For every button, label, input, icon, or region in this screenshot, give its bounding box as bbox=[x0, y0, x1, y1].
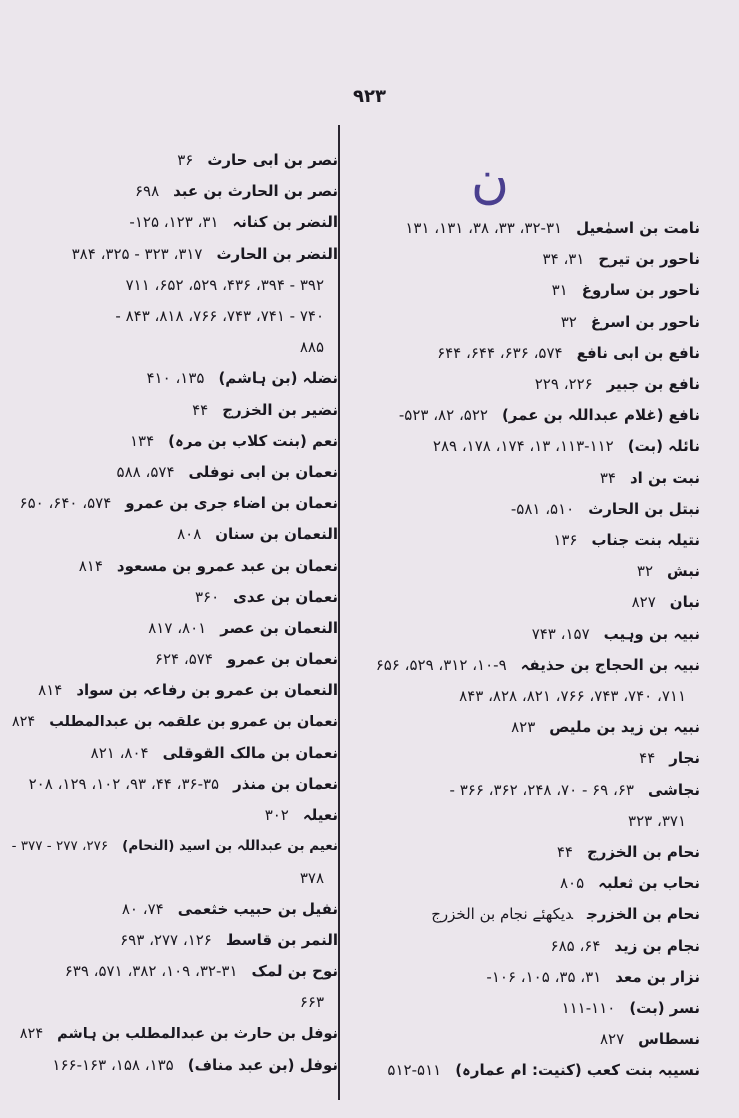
entry-name: نوفل (بن عبد مناف) bbox=[187, 1055, 338, 1074]
column-divider bbox=[338, 125, 340, 1100]
entry-name: نامت بن اسمٰعیل bbox=[576, 219, 700, 237]
entry-pages: ۳۱، ۱۲۳، ۱۲۵- bbox=[129, 213, 219, 232]
entry-pages: ۳۱، ۳۵، ۱۰۵، ۱۰۶- bbox=[486, 967, 602, 986]
entry-pages: ۳۲ bbox=[560, 312, 577, 331]
entry-name: نحاب بن ثعلبہ bbox=[598, 874, 700, 893]
index-entry bbox=[639, 748, 700, 768]
index-entry bbox=[431, 904, 700, 924]
index-entry bbox=[195, 587, 338, 607]
index-entry bbox=[511, 717, 700, 737]
index-entry bbox=[129, 212, 338, 232]
entry-name: نافع بن جبیر bbox=[606, 375, 700, 393]
entry-name: نبیہ بن الحجاج بن حذیفہ bbox=[520, 655, 700, 674]
index-entry bbox=[450, 780, 700, 800]
entry-pages: ۴۴ bbox=[192, 400, 209, 419]
index-entry bbox=[265, 805, 338, 825]
entry-pages: ۳۱-۳۲، ۱۰۹، ۳۸۲، ۵۷۱، ۶۳۹ bbox=[64, 962, 238, 981]
entry-name: نجام بن زید bbox=[614, 936, 700, 955]
entry-pages: ۳۰۲ bbox=[264, 806, 289, 825]
entry-pages: ۲۷۶، ۲۷۷ - ۳۷۷ - bbox=[11, 838, 109, 855]
entry-pages: ۴۴ bbox=[556, 843, 573, 861]
entry-name: نعمان بن منذر bbox=[233, 775, 338, 793]
index-entry bbox=[399, 405, 700, 425]
entry-name: نبتل بن الحارث bbox=[588, 499, 700, 518]
entry-pages: ۸۲۷ bbox=[631, 593, 656, 612]
entry-name: نسر (بت) bbox=[629, 999, 700, 1017]
entry-pages: ۶۳، ۶۹ - ۷۰، ۲۴۸، ۳۶۲، ۳۶۶ - bbox=[449, 780, 634, 799]
index-entry bbox=[130, 431, 338, 451]
entry-name: نحام بن الخزرج bbox=[586, 905, 700, 924]
entry-name: نافع بن ابی نافع bbox=[576, 343, 700, 362]
entry-pages: ۹-۱۰، ۳۱۲، ۵۲۹، ۶۵۶ bbox=[375, 655, 507, 674]
entry-pages: ۱۱۰-۱۱۱ bbox=[561, 999, 616, 1017]
entry-name: النعمان بن عصر bbox=[220, 619, 338, 637]
entry-pages: ۳۶ bbox=[177, 151, 194, 169]
index-entry bbox=[600, 1029, 700, 1049]
entry-pages: ۳۷۸ bbox=[299, 868, 324, 887]
entry-name: ناحور بن ساروغ bbox=[581, 281, 700, 300]
entry-name: نسطاس bbox=[638, 1030, 700, 1049]
entry-pages: ۱۳۵، ۴۱۰ bbox=[146, 369, 205, 388]
entry-name: نصر بن الحارث بن عبد bbox=[173, 182, 338, 201]
index-entry bbox=[65, 961, 338, 981]
entry-pages: ۳۱-۳۲، ۳۳، ۳۸، ۱۳۱، ۱۳۱ bbox=[405, 219, 563, 237]
index-entry bbox=[12, 836, 338, 856]
entry-pages: ۳۹۲ - ۳۹۴، ۴۳۶، ۵۲۹، ۶۵۲، ۷۱۱ bbox=[125, 275, 324, 294]
index-entry bbox=[561, 312, 700, 332]
entry-name: نبیہ بن وہیب bbox=[603, 624, 700, 643]
page-number: ۹۲۳ bbox=[353, 86, 386, 107]
entry-pages: ۸۲۷ bbox=[599, 1030, 625, 1049]
entry-name: نصر بن ابی حارث bbox=[207, 151, 338, 169]
entry-pages: ۸۲۳ bbox=[511, 718, 536, 737]
index-entry bbox=[147, 368, 339, 388]
entry-pages: ۳۵-۳۶، ۴۴، ۹۳، ۱۰۲، ۱۲۹، ۲۰۸ bbox=[28, 775, 220, 793]
entry-name: ناحور بن اسرغ bbox=[590, 312, 700, 331]
entry-name: نحام بن الخزرج bbox=[586, 843, 700, 861]
index-entry bbox=[535, 374, 700, 394]
entry-name: نبیہ بن زید بن ملیص bbox=[549, 718, 700, 737]
entry-pages: ۸۲۴ bbox=[11, 713, 36, 730]
index-entry bbox=[122, 899, 338, 919]
index-entry bbox=[628, 811, 700, 831]
entry-name: نعمان بن عبد عمرو بن مسعود bbox=[116, 556, 338, 575]
index-entry bbox=[637, 561, 700, 581]
entry-pages: ۱۳۶ bbox=[553, 531, 578, 549]
index-entry bbox=[192, 400, 338, 420]
entry-pages: ۸۲۴ bbox=[19, 1025, 44, 1042]
entry-pages: ۳۶۰ bbox=[195, 587, 220, 606]
entry-pages: ۱۳۵، ۱۵۸، ۱۶۳-۱۶۶ bbox=[52, 1055, 174, 1074]
index-entry bbox=[20, 493, 338, 513]
entry-pages: ۵۷۴، ۶۳۶، ۶۴۴، ۶۴۴ bbox=[437, 343, 563, 362]
index-entry bbox=[486, 967, 700, 987]
index-entry bbox=[52, 1055, 338, 1075]
entry-name: نوفل بن حارث بن عبدالمطلب بن ہاشم bbox=[57, 1025, 338, 1042]
index-entry bbox=[29, 774, 338, 794]
index-entry bbox=[300, 992, 338, 1012]
entry-name: ناحور بن تیرح bbox=[598, 250, 700, 269]
index-entry bbox=[300, 868, 338, 888]
entry-name: النمر بن قاسط bbox=[225, 931, 338, 949]
entry-pages: ۷۱۱، ۷۴۰، ۷۴۳، ۷۶۶، ۸۲۱، ۸۲۸، ۸۴۳ bbox=[459, 687, 686, 705]
entry-name: النعمان بن سنان bbox=[215, 525, 338, 544]
entry-name: نسیبہ بنت کعب (کنیت: ام عمارہ) bbox=[455, 1061, 700, 1080]
entry-name: نعم (بنت کلاب بن مرہ) bbox=[168, 431, 338, 450]
index-entry bbox=[459, 686, 700, 706]
index-entry bbox=[135, 181, 338, 201]
index-entry bbox=[115, 306, 338, 326]
index-entry bbox=[177, 524, 338, 544]
entry-pages: ۳۲ bbox=[636, 562, 654, 581]
index-entry bbox=[437, 343, 700, 363]
entry-pages: ۴۴ bbox=[639, 749, 656, 768]
entry-pages: ۵۱۰، ۵۸۱- bbox=[510, 499, 575, 518]
entry-name: نبان bbox=[669, 593, 700, 612]
entry-name: نعیم بن عبداللہ بن اسید (النحام) bbox=[122, 838, 338, 855]
entry-name: نجار bbox=[669, 749, 700, 768]
entry-name: نضیر بن الخزرج bbox=[222, 400, 338, 419]
index-entry bbox=[300, 337, 338, 357]
entry-name: النضر بن کنانہ bbox=[232, 213, 338, 232]
entry-pages: ۵۲۲، ۸۲، ۵۲۳- bbox=[398, 406, 488, 425]
entry-pages: ۳۱۷، ۳۲۳ - ۳۲۵، ۳۸۴ bbox=[71, 244, 203, 263]
entry-pages: ۱۵۷، ۷۴۳ bbox=[531, 624, 590, 643]
index-entry bbox=[562, 998, 700, 1018]
index-entry bbox=[433, 436, 700, 456]
entry-name: نوح بن لمک bbox=[251, 962, 338, 981]
entry-pages: ۵۷۴، ۶۲۴ bbox=[154, 650, 213, 669]
index-entry bbox=[552, 280, 700, 300]
entry-pages: ۵۷۴، ۶۴۰، ۶۵۰ bbox=[19, 494, 112, 513]
entry-pages: ۱۲۶، ۲۷۷، ۶۹۳ bbox=[120, 931, 212, 949]
entry-pages: دیکھئے نجام بن الخزرج bbox=[431, 905, 573, 924]
index-entry bbox=[12, 712, 338, 732]
index-entry bbox=[20, 1024, 338, 1044]
entry-pages: ۶۶۳ bbox=[299, 993, 324, 1012]
entry-pages: ۱۳۴ bbox=[130, 431, 155, 450]
entry-pages: ۸۰۸ bbox=[177, 525, 202, 544]
entry-pages: ۸۱۴ bbox=[38, 681, 63, 700]
entry-pages: ۸۸۵ bbox=[299, 338, 324, 357]
index-entry bbox=[72, 244, 338, 264]
entry-pages: ۳۱ bbox=[551, 281, 568, 300]
index-entry bbox=[38, 680, 338, 700]
entry-name: نضلہ (بن ہاشم) bbox=[218, 369, 338, 388]
entry-name: نزار بن معد bbox=[615, 967, 700, 986]
index-entry bbox=[553, 530, 700, 550]
index-entry bbox=[632, 592, 700, 612]
entry-name: نعمان بن اضاء جری بن عمرو bbox=[125, 494, 338, 513]
index-entry bbox=[600, 468, 700, 488]
index-entry bbox=[155, 649, 338, 669]
entry-name: نعمان بن عمرو بن علقمہ بن عبدالمطلب bbox=[49, 713, 338, 730]
entry-name: نبش bbox=[667, 562, 700, 581]
entry-name: نعمان بن ابی نوفلی bbox=[188, 463, 338, 481]
index-entry bbox=[387, 1060, 700, 1080]
entry-name: النعمان بن عمرو بن رفاعہ بن سواد bbox=[76, 681, 338, 700]
index-entry bbox=[405, 218, 700, 238]
entry-pages: ۵۱۱-۵۱۲ bbox=[387, 1061, 442, 1080]
index-entry bbox=[79, 556, 338, 576]
index-entry bbox=[543, 249, 700, 269]
index-entry bbox=[557, 842, 700, 862]
entry-name: نائلہ (بت) bbox=[627, 437, 700, 456]
entry-name: نافع (غلام عبداللہ بن عمر) bbox=[501, 406, 700, 425]
entry-pages: ۳۴ bbox=[599, 468, 616, 487]
entry-pages: ۸۰۵ bbox=[559, 874, 585, 893]
entry-pages: ۳۷۱، ۳۲۳ bbox=[628, 811, 686, 830]
index-entry bbox=[376, 655, 700, 675]
index-entry bbox=[532, 624, 700, 644]
index-entry bbox=[91, 743, 338, 763]
index-entry bbox=[551, 936, 700, 956]
entry-name: نعمان بن عدی bbox=[233, 587, 338, 606]
entry-name: نبت بن اد bbox=[629, 468, 700, 487]
entry-pages: ۲۲۶، ۲۲۹ bbox=[534, 375, 593, 393]
index-entry bbox=[177, 150, 338, 170]
index-entry bbox=[117, 462, 338, 482]
entry-name: نعمان بن عمرو bbox=[226, 650, 338, 669]
index-entry bbox=[511, 499, 700, 519]
entry-pages: ۷۴، ۸۰ bbox=[121, 899, 164, 918]
index-entry bbox=[560, 873, 700, 893]
entry-pages: ۵۷۴، ۵۸۸ bbox=[116, 463, 175, 481]
entry-name: النضر بن الحارث bbox=[216, 244, 338, 263]
entry-name: نتیلہ بنت جناب bbox=[591, 531, 700, 549]
entry-pages: ۸۱۴ bbox=[78, 556, 103, 575]
entry-name: نعیلہ bbox=[302, 806, 338, 825]
section-letter-heading: ن bbox=[470, 150, 510, 210]
entry-pages: ۸۰۴، ۸۲۱ bbox=[90, 743, 149, 762]
entry-pages: ۸۰۱، ۸۱۷ bbox=[148, 619, 207, 637]
entry-name: نجاشی bbox=[647, 780, 700, 799]
index-entry bbox=[148, 618, 338, 638]
entry-pages: ۶۹۸ bbox=[134, 182, 160, 201]
entry-pages: ۱۱۲-۱۱۳، ۱۳، ۱۷۴، ۱۷۸، ۲۸۹ bbox=[432, 437, 614, 456]
entry-pages: ۶۴، ۶۸۵ bbox=[550, 936, 601, 955]
index-entry bbox=[120, 930, 338, 950]
index-entry bbox=[126, 275, 338, 295]
entry-name: نعمان بن مالک القوقلی bbox=[162, 743, 338, 762]
entry-pages: ۳۱، ۳۴ bbox=[542, 250, 585, 269]
entry-name: نفیل بن حبیب خثعمی bbox=[177, 899, 338, 918]
entry-pages: ۷۴۰ - ۷۴۱، ۷۴۳، ۷۶۶، ۸۱۸، ۸۴۳ - bbox=[115, 307, 324, 325]
